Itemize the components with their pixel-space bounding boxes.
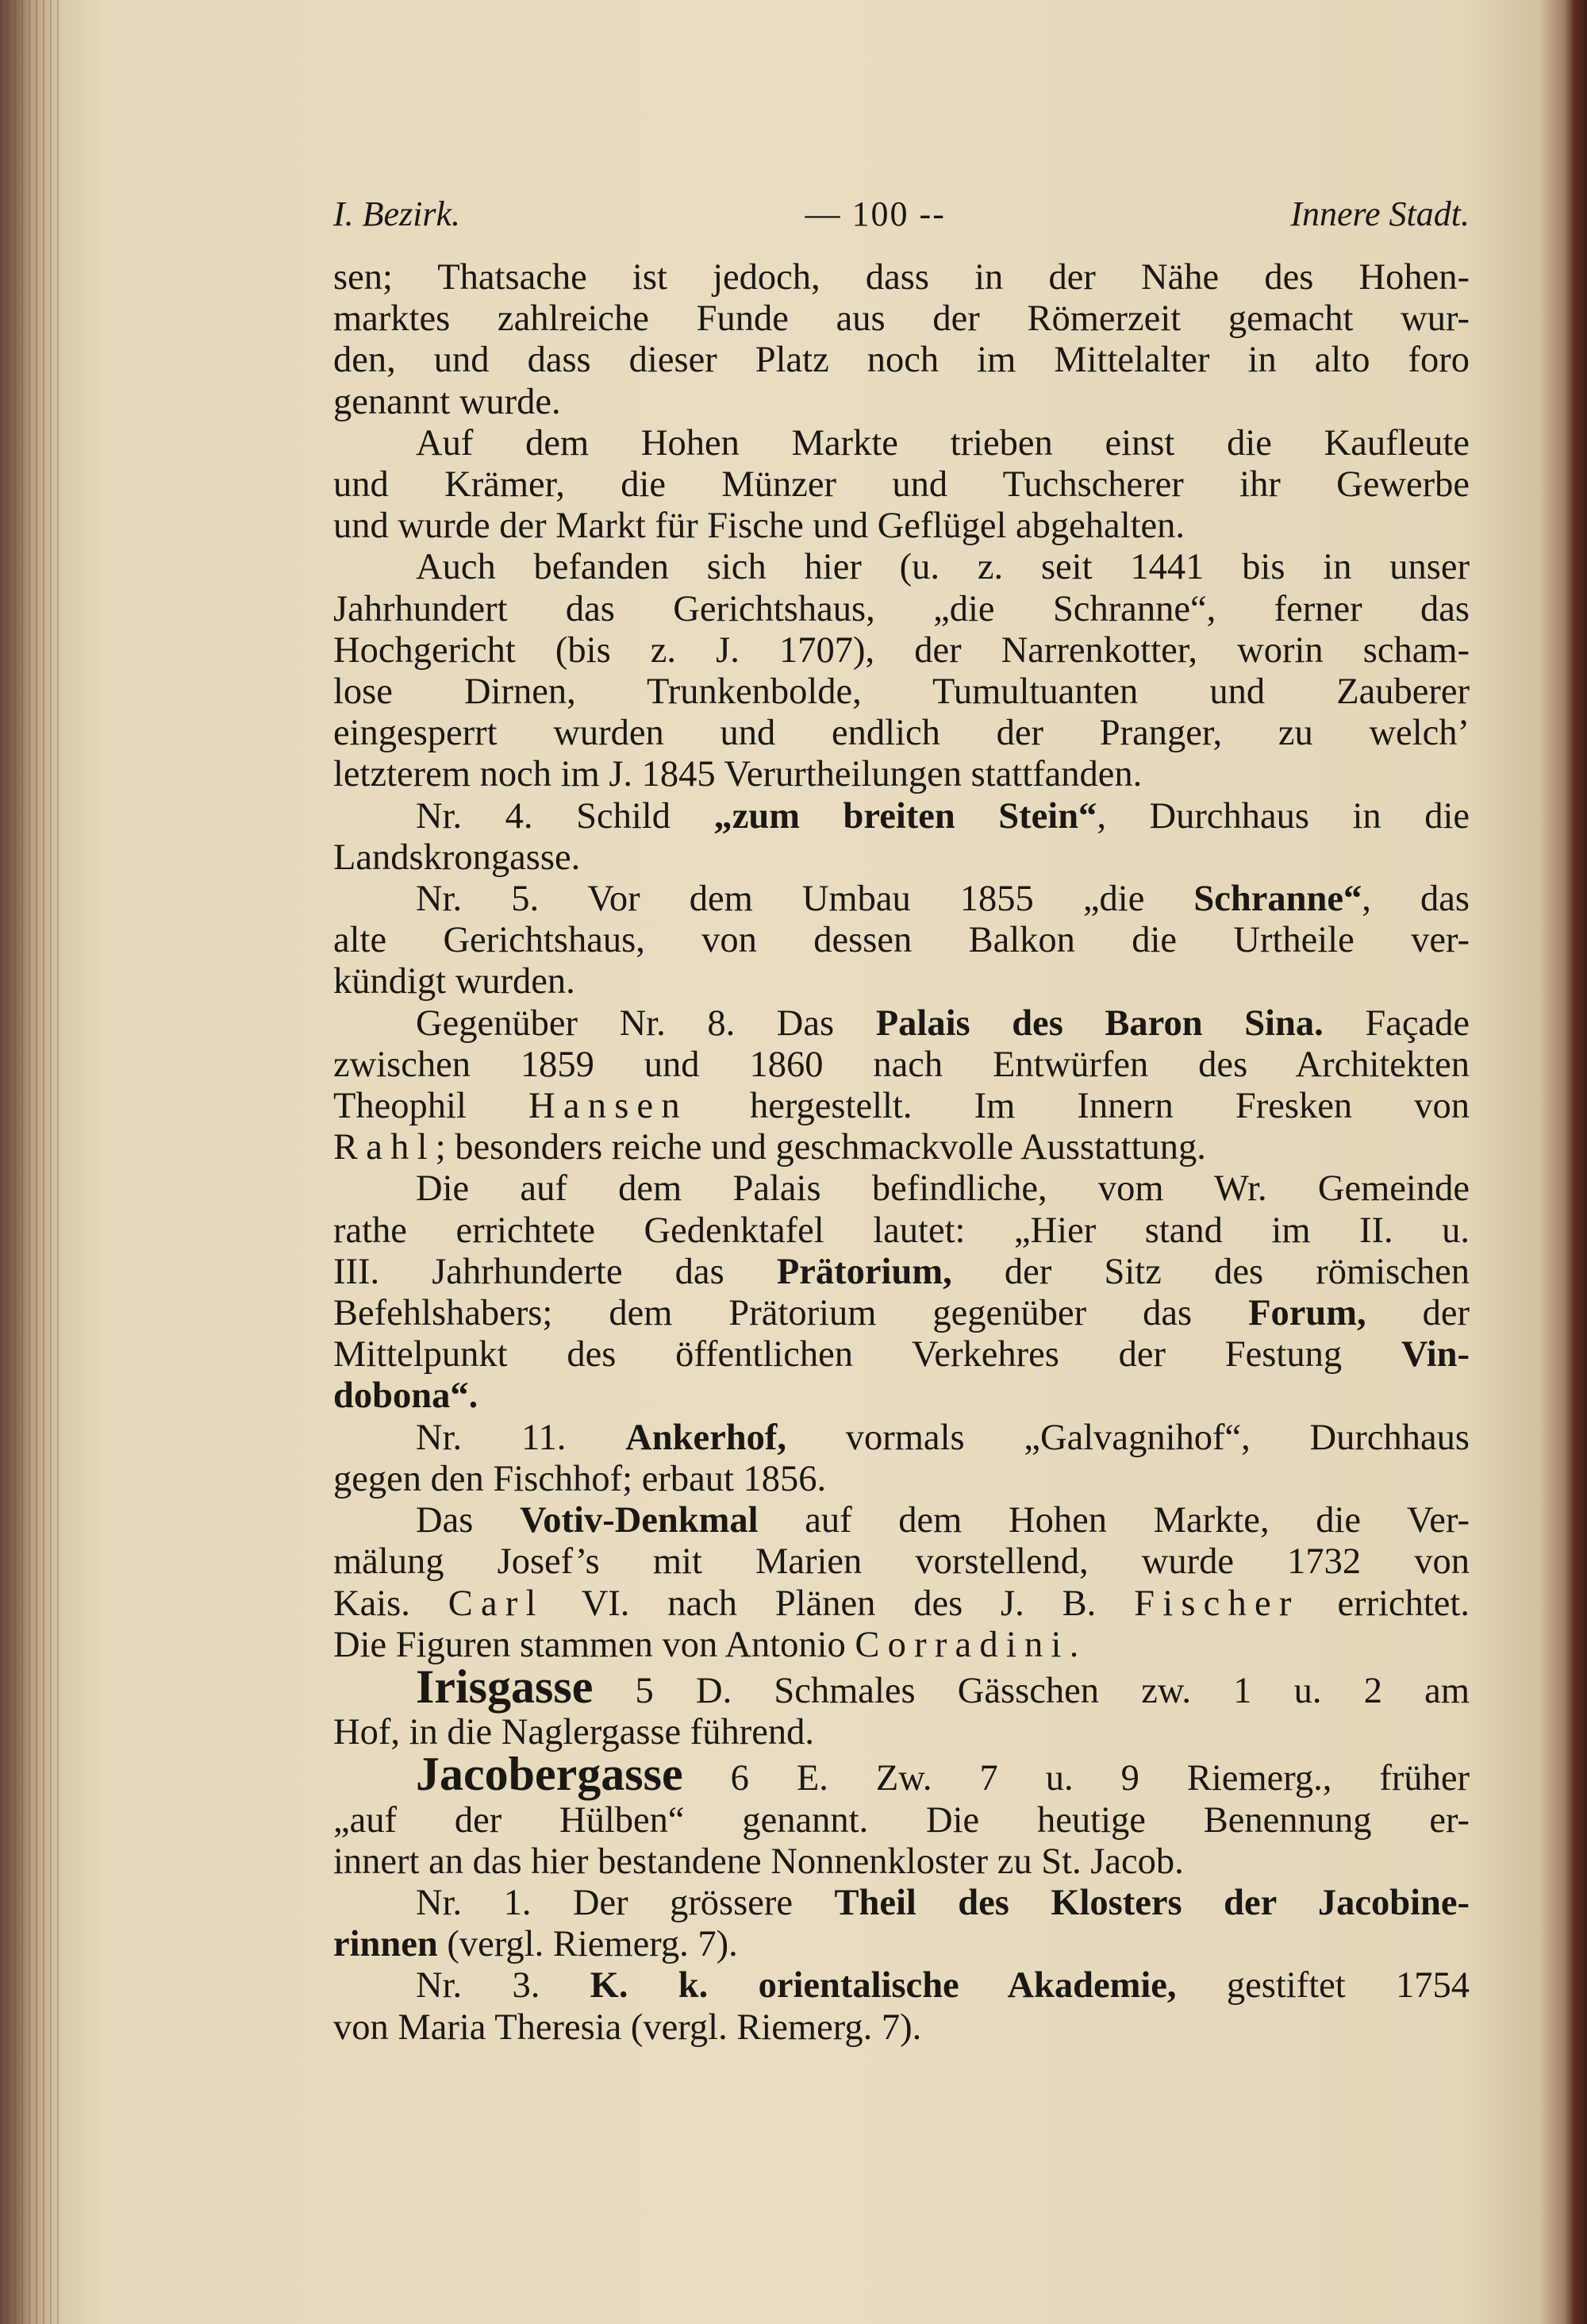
text-line: alte Gerichtshaus, von dessen Balkon die Urtheile ver- xyxy=(333,920,1470,961)
text-run-bold: Ankerhof, xyxy=(625,1417,786,1458)
text-line: „auf der Hülben“ genannt. Die heutige Benennung er- xyxy=(333,1799,1470,1841)
text-run: , Durchhaus in die xyxy=(1097,795,1470,837)
entry-heading: Irisgasse xyxy=(416,1660,594,1713)
text-run: Gegenüber Nr. 8. Das xyxy=(416,1002,876,1044)
text-run-bold: dobona“. xyxy=(333,1376,478,1417)
text-line: Hof, in die Naglergasse führend. xyxy=(333,1712,815,1753)
entry-heading-line xyxy=(333,1748,1470,1801)
text-line: gegen den Fischhof; erbaut 1856. xyxy=(333,1458,827,1499)
text-line xyxy=(333,1334,1470,1376)
text-line: letzterem noch im J. 1845 Verurtheilungen stattfanden. xyxy=(333,754,1143,795)
text-run: Nr. 1. Der grössere xyxy=(416,1882,835,1923)
text-run-spaced: Carl xyxy=(448,1583,544,1624)
text-line: mälung Josef’s mit Marien vorstellend, wurde 1732 von xyxy=(333,1541,1470,1583)
text-run: (vergl. Riemerg. 7). xyxy=(437,1924,738,1965)
text-line: Auf dem Hohen Markte trieben einst die Kaufleute xyxy=(416,422,1470,464)
text-run: 6 E. Zw. 7 u. 9 Riemerg., früher xyxy=(682,1758,1470,1799)
text-run-bold: Forum, xyxy=(1248,1293,1366,1334)
text-run-bold: „zum breiten Stein“ xyxy=(713,795,1097,837)
text-run: Façade xyxy=(1323,1002,1470,1044)
text-run: der xyxy=(1366,1293,1470,1334)
text-run: ; besonders reiche und geschmackvolle Ausstattung. xyxy=(435,1127,1206,1168)
text-run: 5 D. Schmales Gässchen zw. 1 u. 2 am xyxy=(593,1670,1470,1711)
text-line: innert an das hier bestandene Nonnenkloster zu St. Jacob. xyxy=(333,1841,1184,1882)
text-run: . xyxy=(1069,1624,1079,1665)
entry-heading-line xyxy=(333,1660,1470,1713)
text-run: errichtet. xyxy=(1299,1583,1470,1624)
page-number: — 100 -- xyxy=(805,194,946,233)
text-run: der Sitz des römischen xyxy=(951,1251,1470,1292)
text-line xyxy=(333,1965,1470,2007)
text-line: Hochgericht (bis z. J. 1707), der Narrenkotter, worin scham- xyxy=(333,629,1470,671)
text-run-bold: Votiv-Denkmal xyxy=(520,1500,759,1541)
text-run: Nr. 3. xyxy=(416,1965,590,2007)
text-line xyxy=(333,1500,1470,1541)
text-line: zwischen 1859 und 1860 nach Entwürfen des Architekten xyxy=(333,1044,1470,1085)
text-line xyxy=(333,1127,1470,1168)
text-line: und Krämer, die Münzer und Tuchscherer ihr Gewerbe xyxy=(333,464,1470,506)
text-run: Theophil xyxy=(333,1086,529,1127)
text-line: kündigt wurden. xyxy=(333,961,575,1002)
text-run: vormals „Galvagnihof“, Durchhaus xyxy=(786,1417,1470,1458)
text-run-bold: Schranne“ xyxy=(1193,879,1362,920)
text-line: sen; Thatsache ist jedoch, dass in der Nähe des Hohen- xyxy=(333,257,1470,298)
text-line xyxy=(333,1086,1470,1127)
text-run-spaced: Corradini xyxy=(855,1624,1070,1665)
text-run-bold: K. k. orientalische Akademie, xyxy=(590,1965,1177,2007)
text-line: den, und dass dieser Platz noch im Mittelalter in alto foro xyxy=(333,340,1470,381)
text-line: marktes zahlreiche Funde aus der Römerzeit gemacht wur- xyxy=(333,298,1470,340)
text-run: VI. nach Plänen des J. B. xyxy=(544,1583,1135,1624)
text-line: genannt wurde. xyxy=(333,381,561,422)
text-line: lose Dirnen, Trunkenbolde, Tumultuanten und Zauberer xyxy=(333,671,1470,713)
text-line xyxy=(333,1293,1470,1334)
text-run: auf dem Hohen Markte, die Ver- xyxy=(758,1500,1470,1541)
text-line: Die auf dem Palais befindliche, vom Wr. Gemeinde xyxy=(416,1168,1470,1210)
running-header xyxy=(333,194,1470,249)
text-line: Landskrongasse. xyxy=(333,837,581,878)
text-line xyxy=(333,796,1470,837)
header-district: I. Bezirk. xyxy=(333,194,461,233)
text-run: Mittelpunkt des öffentlichen Verkehres der Festung xyxy=(333,1334,1401,1376)
text-run: Kais. xyxy=(333,1583,448,1624)
text-run-bold: Vin- xyxy=(1401,1334,1470,1376)
text-run: hergestellt. Im Innern Fresken von xyxy=(687,1086,1470,1127)
text-line xyxy=(333,1924,1470,1965)
text-run: III. Jahrhunderte das xyxy=(333,1251,777,1292)
text-run-spaced: Rahl xyxy=(333,1127,436,1168)
text-line xyxy=(333,1418,1470,1459)
text-line xyxy=(333,1883,1470,1924)
text-line xyxy=(333,879,1470,920)
text-line: eingesperrt wurden und endlich der Pranger, zu welch’ xyxy=(333,713,1470,754)
text-run: Befehlshabers; dem Prätorium gegenüber das xyxy=(333,1293,1249,1334)
text-run: Nr. 4. Schild xyxy=(416,795,714,837)
text-line xyxy=(333,1003,1470,1045)
text-line: und wurde der Markt für Fische und Geflügel abgehalten. xyxy=(333,506,1185,547)
book-spine xyxy=(0,0,63,2324)
text-run-spaced: Fischer xyxy=(1134,1583,1300,1624)
body-text xyxy=(333,257,1470,2049)
text-run: Die Figuren stammen von Antonio xyxy=(333,1624,855,1665)
text-run: Nr. 11. xyxy=(416,1417,626,1458)
header-section: Innere Stadt. xyxy=(1290,194,1470,233)
text-run-spaced: Hansen xyxy=(528,1086,688,1127)
text-run: Das xyxy=(416,1500,520,1541)
text-run: Nr. 5. Vor dem Umbau 1855 „die xyxy=(416,879,1194,920)
text-line: von Maria Theresia (vergl. Riemerg. 7). xyxy=(333,2007,922,2048)
text-line: rathe errichtete Gedenktafel lautet: „Hier stand im II. u. xyxy=(333,1210,1470,1251)
entry-heading: Jacobergasse xyxy=(416,1748,683,1801)
text-line: Auch befanden sich hier (u. z. seit 1441 bis in unser xyxy=(416,547,1470,588)
text-run: gestiftet 1754 xyxy=(1176,1965,1470,2007)
text-run-bold: Theil des Klosters der Jacobine- xyxy=(834,1882,1470,1923)
text-line: Jahrhundert das Gerichtshaus, „die Schranne“, ferner das xyxy=(333,588,1470,629)
text-line xyxy=(333,1583,1470,1625)
text-run-bold: Palais des Baron Sina. xyxy=(875,1002,1324,1044)
text-line xyxy=(333,1252,1470,1293)
text-run: , das xyxy=(1362,879,1470,920)
text-run-bold: rinnen xyxy=(333,1924,438,1965)
text-line xyxy=(333,1376,1470,1417)
text-run-bold: Prätorium, xyxy=(776,1251,952,1292)
page-content xyxy=(333,194,1470,2049)
